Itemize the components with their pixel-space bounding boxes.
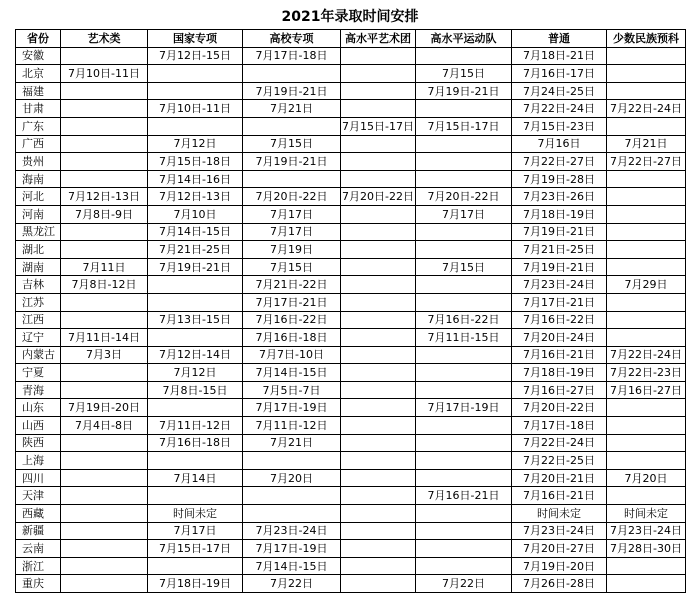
province-cell: 湖南 <box>16 258 61 276</box>
table-row <box>16 452 686 470</box>
schedule-cell: 7月21日 <box>243 434 341 452</box>
table-row <box>16 82 686 100</box>
table-body <box>16 47 686 592</box>
schedule-cell <box>416 276 512 294</box>
schedule-cell <box>341 452 416 470</box>
province-cell: 陕西 <box>16 434 61 452</box>
schedule-cell: 7月21日-22日 <box>243 276 341 294</box>
table-row <box>16 399 686 417</box>
schedule-cell <box>341 557 416 575</box>
schedule-cell <box>341 487 416 505</box>
schedule-cell: 7月20日-22日 <box>512 399 607 417</box>
schedule-cell: 时间未定 <box>512 505 607 523</box>
province-cell: 青海 <box>16 381 61 399</box>
schedule-cell <box>416 434 512 452</box>
schedule-cell: 7月13日-15日 <box>148 311 243 329</box>
province-cell: 安徽 <box>16 47 61 65</box>
table-row <box>16 65 686 83</box>
table-row <box>16 153 686 171</box>
table-row <box>16 329 686 347</box>
province-cell: 浙江 <box>16 557 61 575</box>
schedule-cell: 7月23日-26日 <box>512 188 607 206</box>
table-row <box>16 135 686 153</box>
schedule-cell <box>341 469 416 487</box>
schedule-cell <box>607 188 686 206</box>
schedule-cell <box>416 505 512 523</box>
table-row <box>16 47 686 65</box>
schedule-cell <box>341 364 416 382</box>
table-row <box>16 205 686 223</box>
table-row <box>16 540 686 558</box>
schedule-cell: 7月15日 <box>243 258 341 276</box>
schedule-cell <box>341 205 416 223</box>
province-cell: 广西 <box>16 135 61 153</box>
schedule-cell <box>416 452 512 470</box>
schedule-cell: 7月17日 <box>148 522 243 540</box>
schedule-cell: 7月18日-21日 <box>512 47 607 65</box>
schedule-cell <box>416 47 512 65</box>
schedule-cell: 7月28日-30日 <box>607 540 686 558</box>
schedule-cell: 7月17日 <box>243 223 341 241</box>
schedule-cell <box>416 153 512 171</box>
schedule-cell <box>61 452 148 470</box>
schedule-cell <box>341 153 416 171</box>
schedule-cell: 7月16日-22日 <box>416 311 512 329</box>
schedule-cell <box>416 170 512 188</box>
schedule-cell <box>416 557 512 575</box>
schedule-cell: 7月15日-17日 <box>148 540 243 558</box>
schedule-cell: 7月17日-18日 <box>243 47 341 65</box>
schedule-cell <box>416 417 512 435</box>
column-header: 高水平艺术团 <box>341 30 416 48</box>
province-cell: 北京 <box>16 65 61 83</box>
schedule-cell <box>243 487 341 505</box>
table-row <box>16 557 686 575</box>
province-cell: 河南 <box>16 205 61 223</box>
schedule-cell: 7月20日 <box>243 469 341 487</box>
schedule-cell <box>148 117 243 135</box>
schedule-cell <box>341 65 416 83</box>
schedule-cell <box>341 399 416 417</box>
schedule-cell <box>61 153 148 171</box>
schedule-cell: 7月11日 <box>61 258 148 276</box>
header-row <box>16 30 686 48</box>
column-header: 少数民族预科 <box>607 30 686 48</box>
province-cell: 吉林 <box>16 276 61 294</box>
schedule-cell: 7月19日-21日 <box>416 82 512 100</box>
province-cell: 黑龙江 <box>16 223 61 241</box>
schedule-cell: 7月10日-11日 <box>61 65 148 83</box>
schedule-cell: 7月16日-27日 <box>512 381 607 399</box>
admission-schedule-table <box>15 29 686 593</box>
column-header: 普通 <box>512 30 607 48</box>
table-row <box>16 417 686 435</box>
schedule-cell: 7月22日-27日 <box>607 153 686 171</box>
schedule-cell: 7月17日-18日 <box>512 417 607 435</box>
table-row <box>16 522 686 540</box>
schedule-cell: 7月23日-24日 <box>512 276 607 294</box>
column-header: 高校专项 <box>243 30 341 48</box>
schedule-cell: 7月12日-13日 <box>148 188 243 206</box>
schedule-cell: 7月15日-17日 <box>341 117 416 135</box>
schedule-cell <box>61 241 148 259</box>
province-cell: 天津 <box>16 487 61 505</box>
schedule-cell: 7月21日 <box>243 100 341 118</box>
schedule-cell: 7月19日-20日 <box>61 399 148 417</box>
schedule-cell <box>148 557 243 575</box>
page-title: 2021年录取时间安排 <box>281 9 419 25</box>
schedule-cell <box>607 47 686 65</box>
schedule-cell: 7月15日 <box>416 65 512 83</box>
schedule-cell <box>416 346 512 364</box>
schedule-cell: 时间未定 <box>148 505 243 523</box>
schedule-cell <box>341 540 416 558</box>
column-header: 省份 <box>16 30 61 48</box>
schedule-cell <box>416 522 512 540</box>
table-row <box>16 346 686 364</box>
schedule-cell: 7月20日-27日 <box>512 540 607 558</box>
schedule-cell <box>61 540 148 558</box>
schedule-cell <box>61 469 148 487</box>
schedule-cell: 7月23日-24日 <box>512 522 607 540</box>
schedule-cell: 7月8日-15日 <box>148 381 243 399</box>
schedule-cell: 7月23日-24日 <box>607 522 686 540</box>
schedule-cell <box>416 469 512 487</box>
schedule-cell: 7月16日-21日 <box>512 487 607 505</box>
table-row <box>16 505 686 523</box>
schedule-cell <box>148 452 243 470</box>
schedule-cell <box>61 381 148 399</box>
schedule-cell <box>341 329 416 347</box>
schedule-cell: 7月19日-21日 <box>512 223 607 241</box>
province-cell: 湖北 <box>16 241 61 259</box>
schedule-cell: 7月16日-21日 <box>416 487 512 505</box>
schedule-cell <box>61 522 148 540</box>
schedule-cell: 7月8日-12日 <box>61 276 148 294</box>
schedule-cell: 7月21日-25日 <box>512 241 607 259</box>
schedule-cell: 7月17日 <box>416 205 512 223</box>
schedule-cell: 7月19日-21日 <box>512 258 607 276</box>
schedule-cell: 7月15日-23日 <box>512 117 607 135</box>
schedule-cell: 7月5日-7日 <box>243 381 341 399</box>
schedule-cell <box>341 223 416 241</box>
province-cell: 山东 <box>16 399 61 417</box>
schedule-cell <box>607 293 686 311</box>
table-row <box>16 223 686 241</box>
schedule-cell: 7月17日-21日 <box>512 293 607 311</box>
table-row <box>16 241 686 259</box>
schedule-cell <box>61 82 148 100</box>
province-cell: 江西 <box>16 311 61 329</box>
schedule-cell <box>607 205 686 223</box>
province-cell: 重庆 <box>16 575 61 593</box>
province-cell: 海南 <box>16 170 61 188</box>
schedule-cell: 7月11日-12日 <box>148 417 243 435</box>
schedule-cell <box>607 241 686 259</box>
schedule-cell <box>61 487 148 505</box>
schedule-cell: 7月7日-10日 <box>243 346 341 364</box>
schedule-cell: 7月4日-8日 <box>61 417 148 435</box>
schedule-cell: 7月19日-21日 <box>243 82 341 100</box>
schedule-cell <box>416 540 512 558</box>
table-row <box>16 170 686 188</box>
schedule-cell: 7月11日-15日 <box>416 329 512 347</box>
schedule-cell: 7月22日-25日 <box>512 452 607 470</box>
schedule-cell <box>61 505 148 523</box>
schedule-cell <box>61 135 148 153</box>
schedule-cell: 7月22日-24日 <box>512 434 607 452</box>
schedule-cell: 7月14日-15日 <box>243 364 341 382</box>
schedule-cell: 7月22日 <box>243 575 341 593</box>
schedule-cell <box>341 311 416 329</box>
schedule-cell: 7月20日-24日 <box>512 329 607 347</box>
schedule-cell: 7月14日-16日 <box>148 170 243 188</box>
schedule-cell <box>607 311 686 329</box>
schedule-cell <box>243 452 341 470</box>
schedule-cell <box>607 557 686 575</box>
schedule-cell: 7月12日-15日 <box>148 47 243 65</box>
schedule-cell: 7月20日-21日 <box>512 469 607 487</box>
schedule-cell: 7月20日-22日 <box>243 188 341 206</box>
schedule-cell <box>61 575 148 593</box>
table-row <box>16 100 686 118</box>
schedule-cell: 7月17日 <box>243 205 341 223</box>
table-row <box>16 469 686 487</box>
table-row <box>16 258 686 276</box>
schedule-cell <box>607 452 686 470</box>
schedule-cell <box>341 417 416 435</box>
schedule-cell <box>148 82 243 100</box>
schedule-cell: 7月26日-28日 <box>512 575 607 593</box>
schedule-cell: 7月17日-19日 <box>243 540 341 558</box>
schedule-cell <box>61 170 148 188</box>
schedule-cell <box>61 47 148 65</box>
schedule-cell: 7月19日-28日 <box>512 170 607 188</box>
schedule-cell <box>243 65 341 83</box>
column-header: 高水平运动队 <box>416 30 512 48</box>
column-header: 艺术类 <box>61 30 148 48</box>
schedule-cell: 7月17日-19日 <box>416 399 512 417</box>
schedule-cell <box>607 575 686 593</box>
schedule-cell <box>243 170 341 188</box>
schedule-cell <box>341 276 416 294</box>
schedule-cell <box>607 117 686 135</box>
schedule-cell: 7月12日-13日 <box>61 188 148 206</box>
table-row <box>16 188 686 206</box>
schedule-cell: 时间未定 <box>607 505 686 523</box>
table-row <box>16 487 686 505</box>
schedule-cell <box>61 117 148 135</box>
schedule-cell: 7月11日-14日 <box>61 329 148 347</box>
schedule-cell: 7月21日 <box>607 135 686 153</box>
province-cell: 广东 <box>16 117 61 135</box>
schedule-cell <box>607 329 686 347</box>
schedule-cell: 7月19日-21日 <box>148 258 243 276</box>
schedule-cell: 7月21日-25日 <box>148 241 243 259</box>
schedule-cell <box>341 381 416 399</box>
schedule-cell: 7月12日 <box>148 135 243 153</box>
schedule-cell <box>416 223 512 241</box>
schedule-cell <box>148 487 243 505</box>
schedule-cell <box>607 170 686 188</box>
table-row <box>16 311 686 329</box>
schedule-cell <box>61 293 148 311</box>
column-header: 国家专项 <box>148 30 243 48</box>
schedule-cell: 7月3日 <box>61 346 148 364</box>
schedule-cell <box>341 346 416 364</box>
table-row <box>16 434 686 452</box>
schedule-cell: 7月18日-19日 <box>148 575 243 593</box>
schedule-cell: 7月20日-22日 <box>416 188 512 206</box>
schedule-cell: 7月15日-17日 <box>416 117 512 135</box>
schedule-cell: 7月18日-19日 <box>512 364 607 382</box>
schedule-cell <box>607 417 686 435</box>
schedule-cell <box>607 258 686 276</box>
table-row <box>16 117 686 135</box>
schedule-cell: 7月18日-19日 <box>512 205 607 223</box>
schedule-cell <box>341 293 416 311</box>
table-row <box>16 575 686 593</box>
schedule-cell: 7月20日-22日 <box>341 188 416 206</box>
schedule-cell <box>341 241 416 259</box>
schedule-cell <box>416 293 512 311</box>
schedule-cell <box>607 434 686 452</box>
schedule-cell: 7月22日-24日 <box>607 100 686 118</box>
schedule-cell <box>607 65 686 83</box>
schedule-cell <box>61 311 148 329</box>
schedule-cell: 7月15日-18日 <box>148 153 243 171</box>
schedule-cell <box>148 293 243 311</box>
schedule-cell <box>416 364 512 382</box>
schedule-cell: 7月16日-27日 <box>607 381 686 399</box>
table-row <box>16 276 686 294</box>
schedule-cell: 7月16日-17日 <box>512 65 607 83</box>
province-cell: 江苏 <box>16 293 61 311</box>
schedule-cell <box>416 381 512 399</box>
schedule-cell <box>341 505 416 523</box>
schedule-cell: 7月16日 <box>512 135 607 153</box>
province-cell: 宁夏 <box>16 364 61 382</box>
schedule-cell <box>61 434 148 452</box>
province-cell: 福建 <box>16 82 61 100</box>
province-cell: 新疆 <box>16 522 61 540</box>
schedule-cell <box>148 399 243 417</box>
schedule-cell <box>341 135 416 153</box>
schedule-cell: 7月16日-22日 <box>243 311 341 329</box>
schedule-cell: 7月10日-11日 <box>148 100 243 118</box>
schedule-cell <box>341 100 416 118</box>
schedule-cell: 7月16日-22日 <box>512 311 607 329</box>
schedule-cell <box>61 557 148 575</box>
schedule-cell <box>61 100 148 118</box>
province-cell: 四川 <box>16 469 61 487</box>
schedule-cell: 7月10日 <box>148 205 243 223</box>
province-cell: 辽宁 <box>16 329 61 347</box>
province-cell: 西藏 <box>16 505 61 523</box>
schedule-cell: 7月17日-21日 <box>243 293 341 311</box>
schedule-cell <box>61 364 148 382</box>
schedule-cell <box>341 434 416 452</box>
schedule-cell <box>243 117 341 135</box>
province-cell: 甘肃 <box>16 100 61 118</box>
schedule-cell <box>607 399 686 417</box>
table-row <box>16 381 686 399</box>
schedule-cell <box>341 258 416 276</box>
schedule-cell: 7月19日-21日 <box>243 153 341 171</box>
schedule-cell: 7月14日-15日 <box>243 557 341 575</box>
schedule-cell <box>416 241 512 259</box>
schedule-cell: 7月22日-23日 <box>607 364 686 382</box>
schedule-cell <box>607 223 686 241</box>
schedule-cell <box>341 575 416 593</box>
schedule-cell: 7月16日-21日 <box>512 346 607 364</box>
schedule-cell: 7月14日 <box>148 469 243 487</box>
schedule-cell: 7月22日-24日 <box>607 346 686 364</box>
schedule-cell: 7月29日 <box>607 276 686 294</box>
schedule-cell <box>148 65 243 83</box>
schedule-cell <box>148 329 243 347</box>
table-row <box>16 364 686 382</box>
schedule-cell: 7月19日-20日 <box>512 557 607 575</box>
schedule-cell: 7月17日-19日 <box>243 399 341 417</box>
province-cell: 云南 <box>16 540 61 558</box>
schedule-cell: 7月14日-15日 <box>148 223 243 241</box>
schedule-cell: 7月11日-12日 <box>243 417 341 435</box>
province-cell: 上海 <box>16 452 61 470</box>
schedule-cell: 7月20日 <box>607 469 686 487</box>
schedule-cell: 7月22日-27日 <box>512 153 607 171</box>
schedule-cell: 7月15日 <box>243 135 341 153</box>
province-cell: 河北 <box>16 188 61 206</box>
schedule-cell <box>148 276 243 294</box>
schedule-cell: 7月23日-24日 <box>243 522 341 540</box>
schedule-cell: 7月24日-25日 <box>512 82 607 100</box>
schedule-cell <box>607 487 686 505</box>
schedule-cell <box>416 135 512 153</box>
schedule-cell: 7月8日-9日 <box>61 205 148 223</box>
schedule-cell: 7月12日-14日 <box>148 346 243 364</box>
schedule-cell <box>61 223 148 241</box>
schedule-cell <box>607 82 686 100</box>
schedule-cell: 7月22日 <box>416 575 512 593</box>
province-cell: 山西 <box>16 417 61 435</box>
schedule-cell: 7月16日-18日 <box>148 434 243 452</box>
schedule-cell: 7月12日 <box>148 364 243 382</box>
schedule-cell: 7月19日 <box>243 241 341 259</box>
province-cell: 贵州 <box>16 153 61 171</box>
schedule-cell <box>341 522 416 540</box>
schedule-cell <box>341 82 416 100</box>
schedule-cell <box>416 100 512 118</box>
schedule-cell: 7月22日-24日 <box>512 100 607 118</box>
schedule-cell: 7月16日-18日 <box>243 329 341 347</box>
schedule-cell: 7月15日 <box>416 258 512 276</box>
province-cell: 内蒙古 <box>16 346 61 364</box>
schedule-cell <box>341 170 416 188</box>
table-row <box>16 293 686 311</box>
schedule-cell <box>243 505 341 523</box>
schedule-cell <box>341 47 416 65</box>
